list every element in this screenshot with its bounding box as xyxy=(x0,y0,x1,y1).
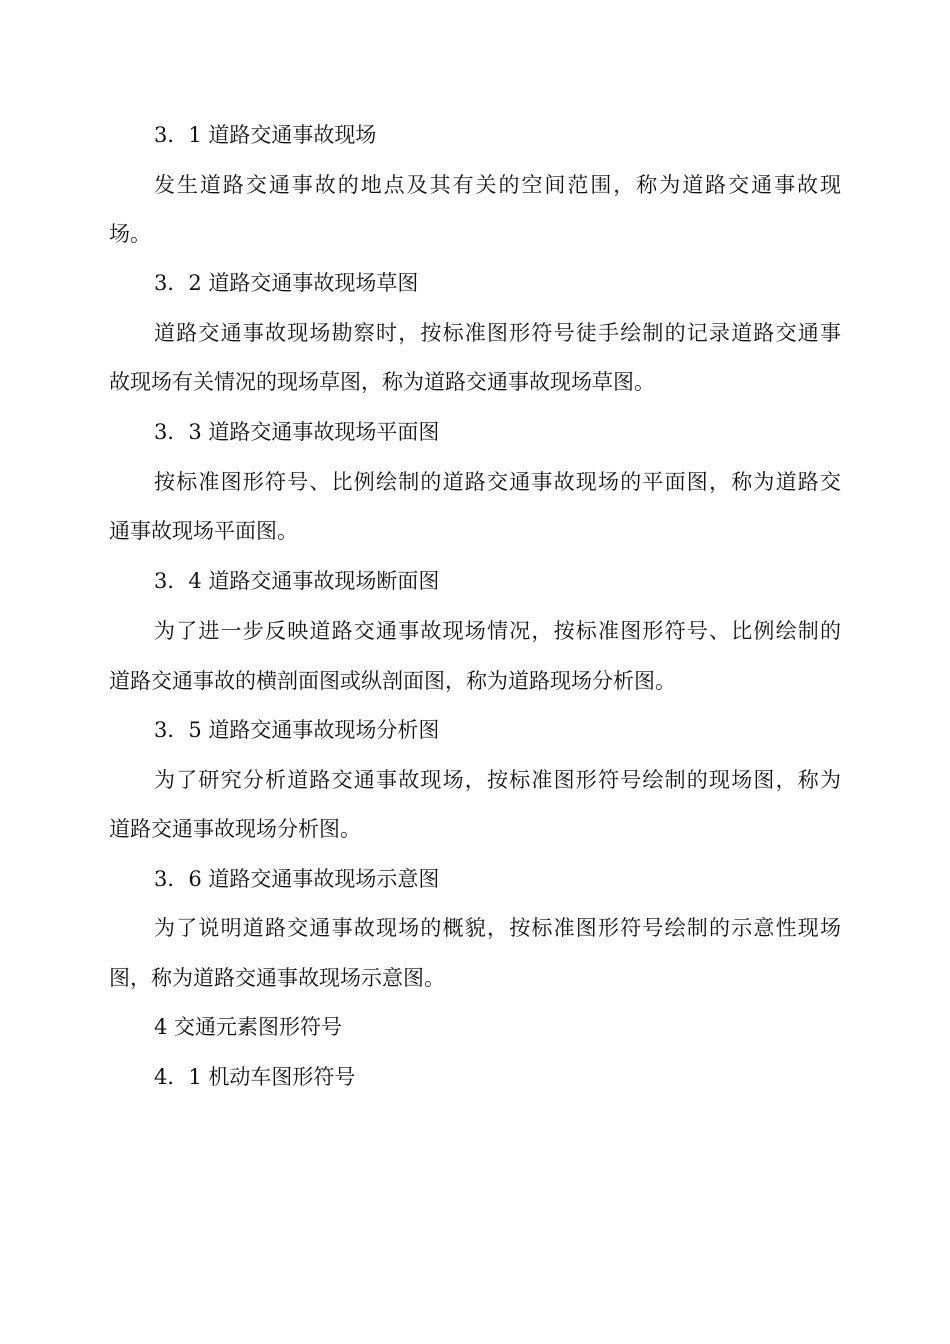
section-heading-3-2: 3．2 道路交通事故现场草图 xyxy=(154,271,419,295)
section-paragraph-3-4-line2: 道路交通事故的横剖面图或纵剖面图，称为道路现场分析图。 xyxy=(109,669,676,693)
section-heading-3-1: 3．1 道路交通事故现场 xyxy=(154,123,377,147)
section-paragraph-3-5-line2: 道路交通事故现场分析图。 xyxy=(109,817,361,841)
subsection-heading-4-1: 4．1 机动车图形符号 xyxy=(154,1065,356,1089)
section-paragraph-3-1-line1: 发生道路交通事故的地点及其有关的空间范围，称为道路交通事故现 xyxy=(154,173,841,197)
section-paragraph-3-6-line2: 图，称为道路交通事故现场示意图。 xyxy=(109,966,445,990)
section-paragraph-3-2-line2: 故现场有关情况的现场草图，称为道路交通事故现场草图。 xyxy=(109,370,655,394)
section-paragraph-3-3-line1: 按标准图形符号、比例绘制的道路交通事故现场的平面图，称为道路交 xyxy=(154,470,841,494)
section-paragraph-3-5-line1: 为了研究分析道路交通事故现场，按标准图形符号绘制的现场图，称为 xyxy=(154,768,841,792)
section-heading-3-6: 3．6 道路交通事故现场示意图 xyxy=(154,867,440,891)
section-heading-3-3: 3．3 道路交通事故现场平面图 xyxy=(154,420,440,444)
section-paragraph-3-3-line2: 通事故现场平面图。 xyxy=(109,519,298,543)
section-paragraph-3-6-line1: 为了说明道路交通事故现场的概貌，按标准图形符号绘制的示意性现场 xyxy=(154,916,841,940)
section-heading-3-5: 3．5 道路交通事故现场分析图 xyxy=(154,718,440,742)
chapter-heading-4: 4 交通元素图形符号 xyxy=(154,1015,343,1039)
section-paragraph-3-2-line1: 道路交通事故现场勘察时，按标准图形符号徒手绘制的记录道路交通事 xyxy=(154,321,841,345)
section-paragraph-3-4-line1: 为了进一步反映道路交通事故现场情况，按标准图形符号、比例绘制的 xyxy=(154,619,841,643)
section-paragraph-3-1-line2: 场。 xyxy=(109,222,151,246)
section-heading-3-4: 3．4 道路交通事故现场断面图 xyxy=(154,569,440,593)
